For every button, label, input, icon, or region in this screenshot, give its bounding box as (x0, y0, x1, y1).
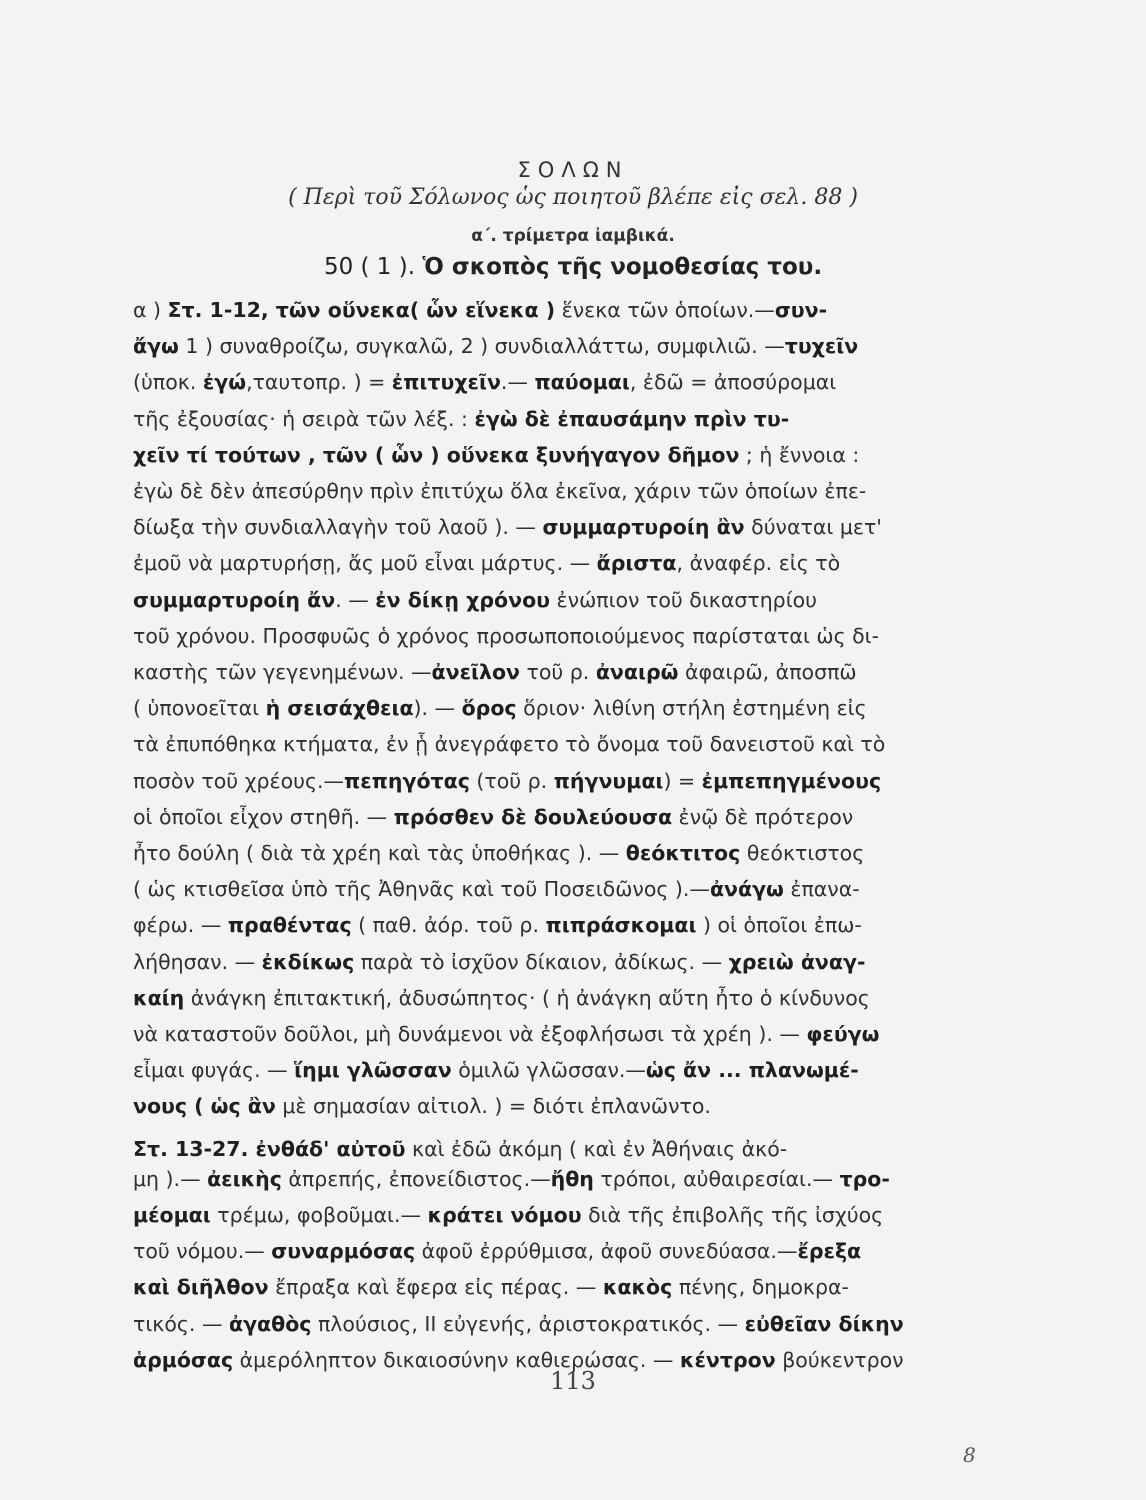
gloss-text: μὲ σημασίαν αἰτιολ. ) = διότι ἐπλανῶντο. (275, 1094, 711, 1119)
gloss-text: τὰ ἐπυπόθηκα κτήματα, ἐν ᾗ ἀνεγράφετο τὸ ὄνομα τοῦ δανειστοῦ καὶ τὸ (133, 732, 886, 757)
gloss-text: νὰ καταστοῦν δοῦλοι, μὴ δυνάμενοι νὰ ἐξοφλήσωσι τὰ χρέη ). — (133, 1022, 807, 1046)
text-line (133, 1310, 985, 1338)
text-line (133, 477, 985, 505)
gloss-text: τικός. — (133, 1311, 229, 1336)
gloss-text: ) οἱ ὁποῖοι ἐπω- (696, 913, 862, 938)
section-number: 50 ( 1 ). (323, 254, 416, 280)
lemma-term: ἐγώ (202, 370, 247, 395)
gloss-text: ( παθ. ἀόρ. τοῦ ρ. (351, 913, 546, 938)
lemma-term: πραθέντας (227, 913, 352, 938)
text-line (133, 984, 985, 1012)
gloss-text: δύναται μετ' (744, 515, 882, 540)
text-line (133, 622, 985, 650)
lemma-term: ἀνάγω (709, 877, 784, 902)
text-line (133, 368, 985, 396)
gloss-text: ἐνῷ δὲ πρότερον (672, 804, 854, 829)
text-line (133, 405, 985, 433)
lemma-term: πεπηγότας (344, 768, 470, 793)
lemma-term: ἄγω (133, 334, 179, 359)
gloss-text: ἐνώπιον τοῦ δικαστηρίου (550, 587, 818, 612)
text-line (133, 948, 985, 976)
gloss-text: α ) (133, 298, 168, 322)
gloss-text: εἶμαι φυγάς. — (133, 1058, 295, 1083)
gloss-text: ἀμερόληπτον δικαιοσύνην καθιερώσας. — (233, 1347, 680, 1372)
text-line (133, 1201, 985, 1229)
gloss-text: ἐπανα- (783, 877, 860, 902)
gloss-text: ( ὡς κτισθεῖσα ὑπὸ τῆς Ἀθηνᾶς καὶ τοῦ Ποσειδῶνος ).— (133, 877, 710, 902)
lemma-term: Στ. 1-12, τῶν οὕνεκα( ὧν εἵνεκα ) (167, 298, 556, 322)
gloss-text: ἀπρεπής, ἐπονείδιστος.— (281, 1166, 551, 1191)
lemma-term: ἄριστα (596, 551, 677, 576)
text-line (133, 803, 985, 831)
gloss-text: ἔπραξα καὶ ἔφερα εἰς πέρας. — (268, 1275, 603, 1300)
gloss-text: τρέμω, φοβοῦμαι.— (210, 1203, 428, 1227)
text-line (133, 296, 985, 324)
lemma-term: συμμαρτυροίη ἂν (542, 515, 745, 540)
lemma-term: νους ( ὡς ἂν (133, 1094, 276, 1119)
gloss-text: δίωξα τὴν συνδιαλλαγὴν τοῦ λαοῦ ). — (133, 515, 543, 540)
gloss-text: ἦτο δούλη ( διὰ τὰ χρέη καὶ τὰς ὑποθήκας ). — (133, 841, 626, 865)
lemma-term: κακὸς (602, 1275, 673, 1300)
lemma-term: παύομαι (534, 370, 630, 395)
gloss-text: πλούσιος, II εὐγενής, ἀριστοκρατικός. — (311, 1311, 745, 1336)
page-number: 113 (550, 1367, 596, 1395)
signature-mark: 8 (963, 1443, 976, 1467)
gloss-text: ἕνεκα τῶν ὁποίων.— (555, 298, 775, 322)
gloss-text: διὰ τῆς ἐπιβολῆς τῆς ἰσχύος (581, 1203, 884, 1227)
lemma-term: θεόκτιτος (625, 841, 741, 865)
section-heading (0, 254, 1146, 280)
lemma-term: καὶ διῆλθον (133, 1275, 269, 1300)
page-title: ΣΟΛΩΝ (517, 158, 629, 182)
lemma-term: ἀναιρῶ (595, 660, 679, 684)
gloss-text: φέρω. — (133, 913, 228, 938)
gloss-text: . — (335, 587, 376, 612)
text-line (133, 1020, 985, 1048)
gloss-text: , ἀναφέρ. εἰς τὸ (676, 551, 841, 576)
lemma-term: ἤθη (550, 1166, 594, 1191)
gloss-text: ὅριον· λιθίνη στήλη ἐστημένη εἰς (516, 696, 867, 721)
lemma-term: ὡς ἄν ... πλανωμέ- (645, 1058, 859, 1083)
gloss-text: ( ὑπονοεῖται (133, 696, 266, 721)
lemma-term: τρο- (839, 1166, 890, 1191)
gloss-text: οἱ ὁποῖοι εἶχον στηθῆ. — (133, 804, 394, 829)
text-line (133, 513, 985, 541)
lemma-term: φεύγω (806, 1022, 880, 1046)
lemma-term: ἡ σεισάχθεια (265, 696, 414, 721)
lemma-term: ἐμπεπηγμένους (701, 768, 882, 793)
lemma-term: Στ. 13-27. ἐνθάδ' αὐτοῦ (133, 1136, 406, 1161)
text-line (133, 911, 985, 939)
gloss-text: τοῦ χρόνου. Προσφυῶς ὁ χρόνος προσωποποιούμενος παρίσταται ὡς δι- (133, 623, 879, 648)
text-line (133, 549, 985, 577)
lemma-term: ἵημι γλῶσσαν (294, 1058, 452, 1083)
lemma-term: συν- (774, 298, 828, 322)
text-line (133, 1056, 985, 1084)
lemma-term: καίη (133, 985, 185, 1010)
text-line (133, 1165, 985, 1193)
lemma-term: κέντρον (679, 1347, 776, 1372)
gloss-text: ποσὸν τοῦ χρέους.— (133, 768, 345, 793)
lemma-term: κράτει νόμου (427, 1203, 582, 1227)
gloss-text: 1 ) συναθροίζω, συγκαλῶ, 2 ) συνδιαλλάττω, συμφιλιῶ. — (178, 334, 785, 359)
text-line (133, 441, 985, 469)
text-line (133, 694, 985, 722)
gloss-text: ἀφαιρῶ, ἀποσπῶ (678, 660, 857, 684)
gloss-text: .— (500, 370, 535, 395)
lemma-term: ἐκδίκως (261, 949, 355, 974)
gloss-text: ἐμοῦ νὰ μαρτυρήσῃ, ἄς μοῦ εἶναι μάρτυς. — (133, 551, 597, 576)
text-line (133, 1237, 985, 1265)
gloss-text: ; ἡ ἔννοια : (739, 442, 860, 467)
lemma-term: συμμαρτυροίη ἄν (133, 587, 336, 612)
gloss-text: (τοῦ ρ. (469, 768, 554, 793)
gloss-text: τρόποι, αὐθαιρεσίαι.— (593, 1166, 840, 1191)
text-line (133, 658, 985, 686)
gloss-text: βούκεντρον (775, 1347, 904, 1372)
lemma-term: ἐγὼ δὲ ἐπαυσάμην πρὶν τυ- (474, 406, 790, 431)
gloss-text: καὶ ἐδῶ ἀκόμη ( καὶ ἐν Ἀθήναις ἀκό- (405, 1136, 788, 1161)
gloss-text: καστὴς τῶν γεγενημένων. — (133, 660, 432, 684)
text-line (133, 1092, 985, 1120)
gloss-text: ἀνάγκη ἐπιτακτική, ἀδυσώπητος· ( ἡ ἀνάγκη αὕτη ἦτο ὁ κίνδυνος (184, 985, 870, 1010)
text-line (133, 1135, 985, 1163)
lemma-term: ἀνεῖλον (431, 660, 521, 684)
gloss-text: παρὰ τὸ ἰσχῦον δίκαιον, ἀδίκως. — (354, 949, 729, 974)
subtitle-reference: ( Περὶ τοῦ Σόλωνος ὡς ποιητοῦ βλέπε εἰς σελ. 88 ) (288, 185, 858, 210)
lemma-term: ὅρος (461, 696, 517, 721)
gloss-text: τοῦ νόμου.— (133, 1239, 272, 1264)
metre-heading: α΄. τρίμετρα ἰαμβικά. (471, 226, 675, 246)
gloss-text: ,ταυτοπρ. ) = (246, 370, 392, 395)
text-line (133, 1273, 985, 1301)
lemma-term: συναρμόσας (271, 1239, 416, 1264)
gloss-text: ) = (663, 768, 702, 793)
gloss-text: ὁμιλῶ γλῶσσαν.— (451, 1058, 646, 1083)
gloss-text: τοῦ ρ. (520, 660, 596, 684)
lemma-term: ἐν δίκῃ χρόνου (375, 587, 551, 612)
lemma-term: χεῖν τί τούτων , τῶν ( ὧν ) οὕνεκα ξυνήγαγον δῆμον (133, 442, 740, 467)
lemma-term: μέομαι (133, 1203, 211, 1227)
text-line (133, 875, 985, 903)
text-line (133, 332, 985, 360)
lemma-term: πιπράσκομαι (545, 913, 697, 938)
section-title: Ὁ σκοπὸς τῆς νομοθεσίας του. (422, 254, 823, 280)
gloss-text: (ὑποκ. (133, 370, 203, 395)
text-line (133, 839, 985, 867)
lemma-term: ἔρεξα (797, 1239, 862, 1264)
lemma-term: ἀγαθὸς (228, 1311, 312, 1336)
text-line (133, 586, 985, 614)
gloss-text: ἐγὼ δὲ δὲν ἀπεσύρθην πρὶν ἐπιτύχω ὅλα ἐκεῖνα, χάριν τῶν ὁποίων ἐπε- (133, 479, 867, 503)
lemma-term: ἁρμόσας (133, 1347, 234, 1372)
gloss-text: τῆς ἐξουσίας· ἡ σειρὰ τῶν λέξ. : (133, 406, 475, 431)
gloss-text: θεόκτιστος (740, 841, 865, 865)
text-line (133, 767, 985, 795)
gloss-text: λήθησαν. — (133, 949, 262, 974)
gloss-text: μη ).— (133, 1166, 208, 1191)
gloss-text: , ἐδῶ = ἀποσύρομαι (629, 370, 837, 395)
lemma-term: τυχεῖν (784, 334, 859, 359)
lemma-term: ἐπιτυχεῖν (391, 370, 501, 395)
lemma-term: πρόσθεν δὲ δουλεύουσα (393, 804, 673, 829)
lemma-term: πήγνυμαι (553, 768, 664, 793)
lemma-term: χρειὼ ἀναγ- (728, 949, 866, 974)
lemma-term: ἀεικὴς (207, 1166, 282, 1191)
gloss-text: ). — (413, 696, 462, 721)
lemma-term: εὐθεῖαν δίκην (744, 1311, 904, 1336)
gloss-text: ἀφοῦ ἐρρύθμισα, ἀφοῦ συνεδύασα.— (415, 1239, 798, 1264)
gloss-text: πένης, δημοκρα- (672, 1275, 849, 1300)
text-line (133, 730, 985, 758)
